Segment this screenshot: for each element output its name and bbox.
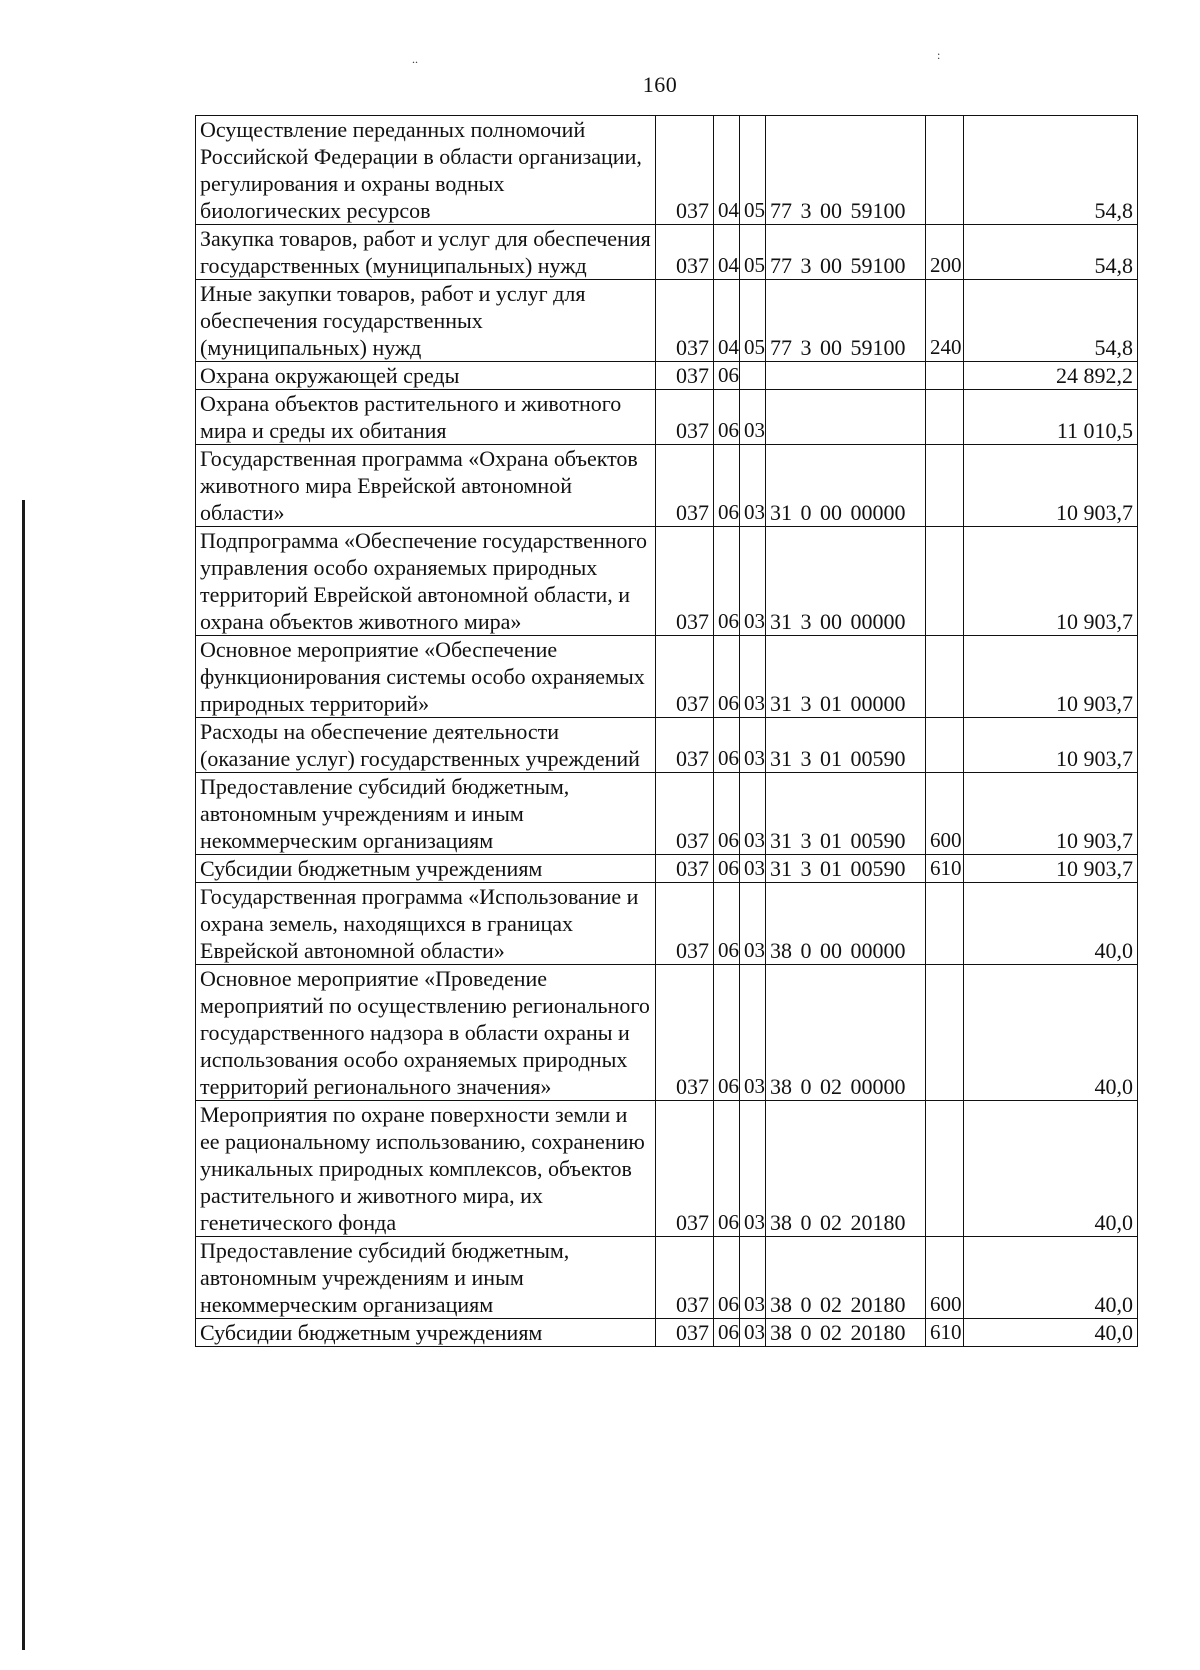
cell-name: Субсидии бюджетным учреждениям xyxy=(196,855,656,883)
table-row xyxy=(196,527,1138,636)
cell-rz: 06 xyxy=(714,1319,740,1347)
cell-ved: 037 xyxy=(656,445,714,527)
cell-vr xyxy=(926,390,964,445)
cell-sum: 10 903,7 xyxy=(964,636,1138,718)
cell-sum: 10 903,7 xyxy=(964,445,1138,527)
cell-sum: 40,0 xyxy=(964,1101,1138,1237)
cell-pr: 03 xyxy=(740,855,766,883)
cell-rz: 04 xyxy=(714,280,740,362)
cell-rz: 06 xyxy=(714,855,740,883)
cell-ved: 037 xyxy=(656,883,714,965)
scan-speck: : xyxy=(937,48,941,62)
cell-pr: 05 xyxy=(740,280,766,362)
table-row xyxy=(196,773,1138,855)
cell-csr: 31 3 01 00590 xyxy=(766,773,926,855)
table-row xyxy=(196,390,1138,445)
cell-sum: 40,0 xyxy=(964,965,1138,1101)
cell-sum: 54,8 xyxy=(964,225,1138,280)
cell-vr xyxy=(926,636,964,718)
cell-csr: 31 3 01 00590 xyxy=(766,855,926,883)
cell-ved: 037 xyxy=(656,362,714,390)
cell-rz: 06 xyxy=(714,445,740,527)
cell-pr: 03 xyxy=(740,1319,766,1347)
cell-name: Государственная программа «Использование и охрана земель, находящихся в границах Еврейской автономной области» xyxy=(196,883,656,965)
cell-pr: 03 xyxy=(740,1101,766,1237)
page-number: 160 xyxy=(642,72,678,97)
cell-csr: 77 3 00 59100 xyxy=(766,280,926,362)
cell-name: Расходы на обеспечение деятельности (оказание услуг) государственных учреждений xyxy=(196,718,656,773)
cell-csr: 77 3 00 59100 xyxy=(766,225,926,280)
cell-ved: 037 xyxy=(656,1319,714,1347)
cell-vr xyxy=(926,362,964,390)
table-row xyxy=(196,225,1138,280)
cell-vr xyxy=(926,1101,964,1237)
cell-rz: 04 xyxy=(714,116,740,225)
cell-sum: 40,0 xyxy=(964,1319,1138,1347)
cell-sum: 54,8 xyxy=(964,280,1138,362)
cell-sum: 54,8 xyxy=(964,116,1138,225)
cell-ved: 037 xyxy=(656,280,714,362)
cell-vr xyxy=(926,445,964,527)
cell-rz: 06 xyxy=(714,1237,740,1319)
cell-vr: 200 xyxy=(926,225,964,280)
table-row xyxy=(196,1101,1138,1237)
cell-ved: 037 xyxy=(656,718,714,773)
cell-pr: 03 xyxy=(740,718,766,773)
cell-vr: 600 xyxy=(926,1237,964,1319)
cell-csr: 38 0 02 20180 xyxy=(766,1237,926,1319)
cell-sum: 10 903,7 xyxy=(964,855,1138,883)
table-row xyxy=(196,855,1138,883)
cell-csr: 38 0 02 20180 xyxy=(766,1319,926,1347)
cell-rz: 06 xyxy=(714,527,740,636)
cell-name: Подпрограмма «Обеспечение государственного управления особо охраняемых природных территорий Еврейской автономной области, и охрана объектов животного мира» xyxy=(196,527,656,636)
cell-vr xyxy=(926,883,964,965)
cell-sum: 24 892,2 xyxy=(964,362,1138,390)
cell-pr: 03 xyxy=(740,390,766,445)
cell-ved: 037 xyxy=(656,965,714,1101)
cell-ved: 037 xyxy=(656,855,714,883)
table-row xyxy=(196,1319,1138,1347)
table-row xyxy=(196,445,1138,527)
cell-csr: 31 3 01 00000 xyxy=(766,636,926,718)
cell-ved: 037 xyxy=(656,116,714,225)
cell-csr xyxy=(766,390,926,445)
table-row xyxy=(196,280,1138,362)
budget-table xyxy=(195,115,1138,1347)
cell-ved: 037 xyxy=(656,773,714,855)
cell-name: Закупка товаров, работ и услуг для обеспечения государственных (муниципальных) нужд xyxy=(196,225,656,280)
cell-rz: 06 xyxy=(714,718,740,773)
cell-ved: 037 xyxy=(656,1237,714,1319)
scan-speck: .. xyxy=(412,52,418,66)
cell-name: Субсидии бюджетным учреждениям xyxy=(196,1319,656,1347)
cell-csr: 77 3 00 59100 xyxy=(766,116,926,225)
cell-rz: 06 xyxy=(714,965,740,1101)
cell-ved: 037 xyxy=(656,390,714,445)
scan-margin-line xyxy=(22,500,25,1650)
cell-ved: 037 xyxy=(656,1101,714,1237)
cell-pr xyxy=(740,362,766,390)
cell-pr: 03 xyxy=(740,773,766,855)
cell-pr: 05 xyxy=(740,225,766,280)
cell-rz: 06 xyxy=(714,883,740,965)
cell-ved: 037 xyxy=(656,636,714,718)
cell-csr: 31 3 00 00000 xyxy=(766,527,926,636)
cell-sum: 10 903,7 xyxy=(964,527,1138,636)
cell-pr: 03 xyxy=(740,883,766,965)
cell-name: Охрана объектов растительного и животного мира и среды их обитания xyxy=(196,390,656,445)
cell-ved: 037 xyxy=(656,225,714,280)
cell-sum: 40,0 xyxy=(964,883,1138,965)
cell-name: Предоставление субсидий бюджетным, автономным учреждениям и иным некоммерческим организациям xyxy=(196,1237,656,1319)
cell-vr: 610 xyxy=(926,1319,964,1347)
cell-name: Основное мероприятие «Обеспечение функционирования системы особо охраняемых природных территорий» xyxy=(196,636,656,718)
cell-name: Иные закупки товаров, работ и услуг для обеспечения государственных (муниципальных) нужд xyxy=(196,280,656,362)
cell-csr: 38 0 02 00000 xyxy=(766,965,926,1101)
table-row xyxy=(196,965,1138,1101)
cell-sum: 10 903,7 xyxy=(964,718,1138,773)
table-row xyxy=(196,1237,1138,1319)
cell-pr: 05 xyxy=(740,116,766,225)
cell-rz: 04 xyxy=(714,225,740,280)
cell-rz: 06 xyxy=(714,636,740,718)
cell-sum: 10 903,7 xyxy=(964,773,1138,855)
table-row xyxy=(196,362,1138,390)
cell-vr xyxy=(926,527,964,636)
table-row xyxy=(196,718,1138,773)
cell-pr: 03 xyxy=(740,965,766,1101)
cell-vr xyxy=(926,116,964,225)
cell-sum: 11 010,5 xyxy=(964,390,1138,445)
cell-pr: 03 xyxy=(740,527,766,636)
cell-name: Мероприятия по охране поверхности земли и ее рациональному использованию, сохранению уникальных природных комплексов, объектов растительного и животного мира, их генетического фонда xyxy=(196,1101,656,1237)
cell-rz: 06 xyxy=(714,362,740,390)
cell-pr: 03 xyxy=(740,1237,766,1319)
cell-name: Охрана окружающей среды xyxy=(196,362,656,390)
cell-csr: 31 3 01 00590 xyxy=(766,718,926,773)
cell-rz: 06 xyxy=(714,1101,740,1237)
cell-vr: 610 xyxy=(926,855,964,883)
cell-vr: 240 xyxy=(926,280,964,362)
cell-name: Государственная программа «Охрана объектов животного мира Еврейской автономной области» xyxy=(196,445,656,527)
table-row xyxy=(196,116,1138,225)
cell-sum: 40,0 xyxy=(964,1237,1138,1319)
cell-vr: 600 xyxy=(926,773,964,855)
cell-name: Осуществление переданных полномочий Российской Федерации в области организации, регулирования и охраны водных биологических ресурсов xyxy=(196,116,656,225)
cell-csr xyxy=(766,362,926,390)
cell-ved: 037 xyxy=(656,527,714,636)
cell-pr: 03 xyxy=(740,636,766,718)
cell-pr: 03 xyxy=(740,445,766,527)
cell-name: Основное мероприятие «Проведение мероприятий по осуществлению регионального государственного надзора в области охраны и использования особо охраняемых природных территорий регионального значения» xyxy=(196,965,656,1101)
cell-csr: 31 0 00 00000 xyxy=(766,445,926,527)
cell-csr: 38 0 02 20180 xyxy=(766,1101,926,1237)
cell-rz: 06 xyxy=(714,390,740,445)
table-row xyxy=(196,636,1138,718)
cell-vr xyxy=(926,718,964,773)
table-row xyxy=(196,883,1138,965)
cell-csr: 38 0 00 00000 xyxy=(766,883,926,965)
cell-rz: 06 xyxy=(714,773,740,855)
cell-name: Предоставление субсидий бюджетным, автономным учреждениям и иным некоммерческим организациям xyxy=(196,773,656,855)
cell-vr xyxy=(926,965,964,1101)
